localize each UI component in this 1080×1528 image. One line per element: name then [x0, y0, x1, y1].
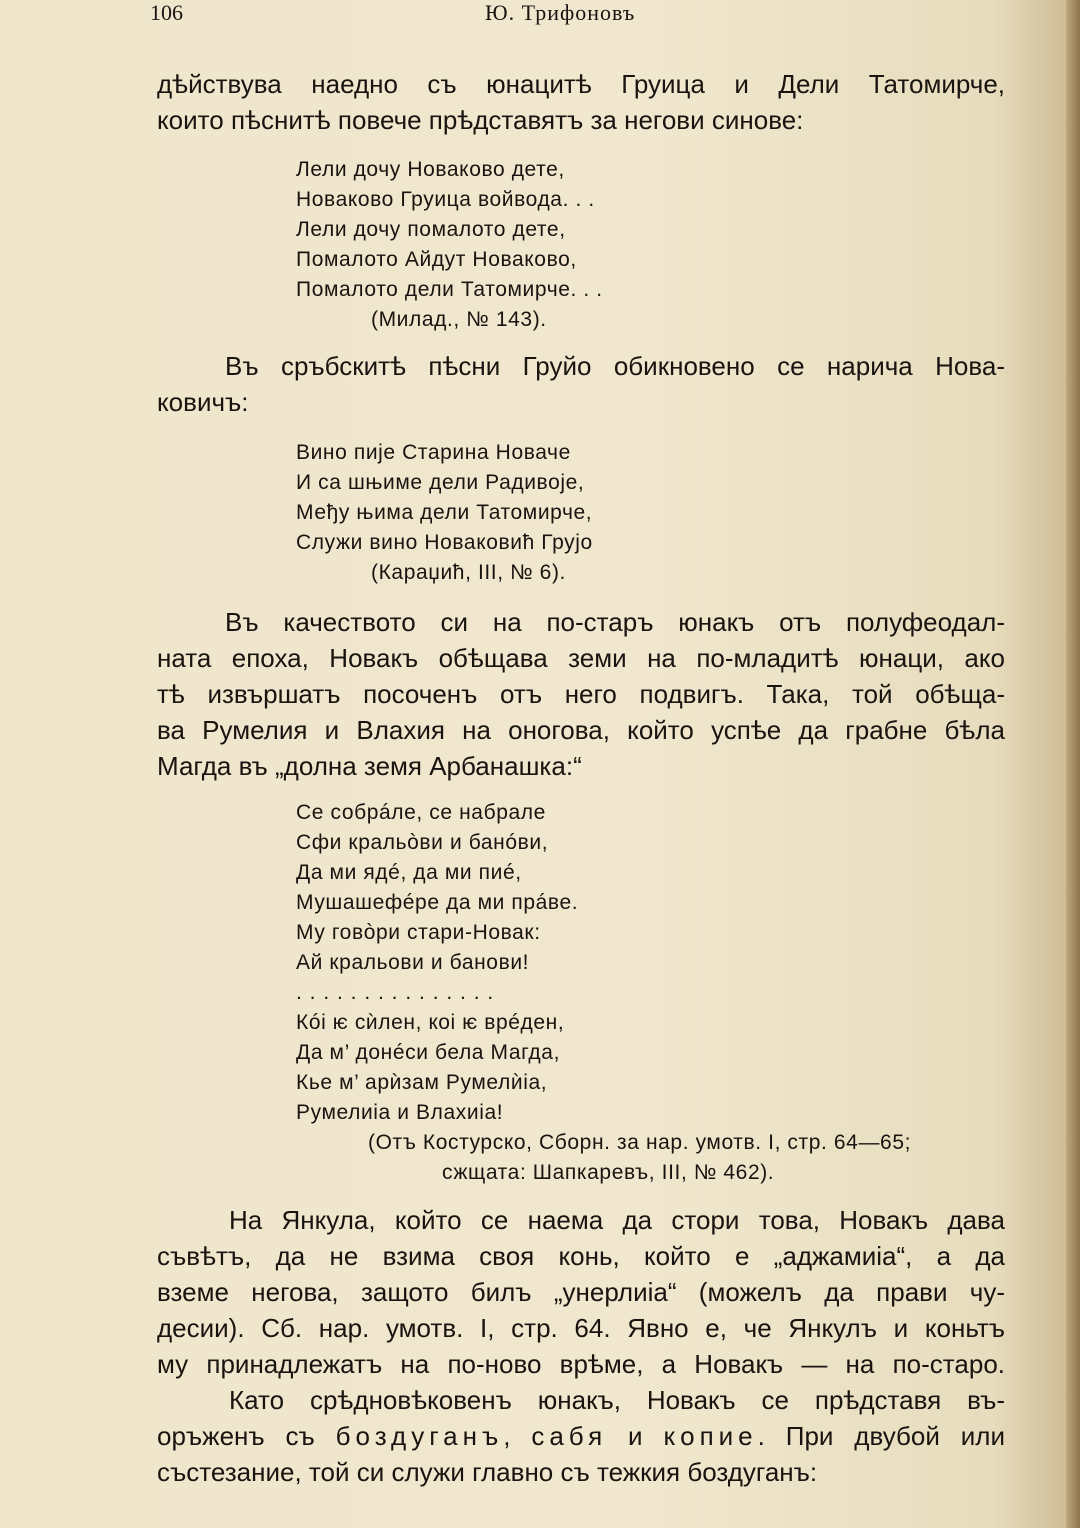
verse-source: (Караџић, III, № 6).: [371, 561, 566, 584]
verse-line: Новаково Груица войвода. . .: [296, 188, 595, 211]
verse-line: Сфи кральòви и банóви,: [296, 831, 549, 854]
verse-line: Вино пије Старина Новаче: [296, 441, 571, 464]
text-line: десии). Сб. нар. умотв. I, стр. 64. Явно е, че Янкулъ и коньтъ: [157, 1313, 1005, 1343]
paragraph-3: [157, 604, 1005, 784]
page-number: 106: [150, 0, 183, 25]
verse-line: Кóі ѥ сѝлен, кoі ѥ врéден,: [296, 1011, 565, 1034]
weapon-saber: сабя: [531, 1421, 608, 1451]
text-line: тѣ извършатъ посоченъ отъ него подвигъ. Така, той обѣща-: [157, 679, 1005, 709]
paragraph-4: [157, 1202, 1005, 1382]
verse-line: Служи вино Новаковић Грујо: [296, 531, 593, 554]
verse-line: Помалото дели Татомирче. . .: [296, 278, 603, 301]
weapon-boz: боздуганъ: [335, 1421, 504, 1451]
text-line: Магда въ „долна земя Арбанашка:“: [157, 751, 582, 781]
text-fragment: оръженъ съ: [157, 1421, 336, 1451]
paragraph-2: [157, 348, 1005, 420]
text-line: ковичъ:: [157, 387, 249, 417]
text-line: вземе негова, защото билъ „унерлиіа“ (можелъ да прави чу-: [157, 1277, 1005, 1307]
weapon-spear: копие: [663, 1421, 758, 1451]
text-line: състезание, той си служи главно съ тежкия боздуганъ:: [157, 1457, 818, 1487]
verse-source: сжщата: Шапкаревъ, III, № 462).: [442, 1161, 775, 1184]
paragraph-1: [157, 66, 1005, 138]
text-line: ва Румелия и Влахия на оногова, който успѣе да грабне бѣла: [157, 715, 1005, 745]
verse-ellipsis: . . . . . . . . . . . . . . .: [296, 981, 495, 1004]
verse-source: (Отъ Костурско, Сборн. за нар. умотв. I, стр. 64—65;: [368, 1131, 912, 1154]
running-title: Ю. Трифоновъ: [485, 0, 636, 25]
text-line: му принадлежатъ на по-ново врѣме, а Новакъ — на по-старо.: [157, 1349, 1005, 1379]
verse-line: Мушашефéре да ми прáве.: [296, 891, 579, 914]
verse-line: Да м’ донéси бела Магда,: [296, 1041, 561, 1064]
page-edge: [1066, 0, 1080, 1528]
separator: ,: [503, 1421, 532, 1451]
verse-line: Румелиіа и Влахиіа!: [296, 1101, 504, 1124]
verse-line: Лели дочу помалото дете,: [296, 218, 566, 241]
verse-line: Лели дочу Новаково дете,: [296, 158, 565, 181]
verse-line: Кье м’ арѝзам Румелѝіа,: [296, 1071, 548, 1094]
text-line: [157, 1418, 1005, 1454]
verse-line: И са шњиме дели Радивоје,: [296, 471, 585, 494]
text-line: Въ сръбскитѣ пѣсни Груйо обикновено се нарича Нова-: [225, 351, 1005, 381]
text-fragment: . При двубой или: [757, 1421, 1005, 1451]
paragraph-5: [157, 1382, 1005, 1490]
text-line: Въ качеството си на по-старъ юнакъ отъ полуфеодал-: [225, 607, 1005, 637]
verse-line: Ай кральови и банови!: [296, 951, 530, 974]
verse-line: Му говòри стари-Новак:: [296, 921, 541, 944]
text-line: дѣйствува наедно съ юнацитѣ Груица и Дели Татомирче,: [157, 69, 1005, 99]
text-line: На Янкула, който се наема да стори това, Новакъ дава: [229, 1205, 1005, 1235]
verse-2: [296, 438, 1016, 588]
text-line: които пѣснитѣ повече прѣдставятъ за негови синове:: [157, 105, 804, 135]
verse-1: [296, 155, 1016, 335]
text-line: съвѣтъ, да не взима своя конь, който е „аджамиіа“, а да: [157, 1241, 1005, 1271]
verse-line: Помалото Айдут Новаково,: [296, 248, 577, 271]
text-line: Като срѣдновѣковенъ юнакъ, Новакъ се прѣдставя въ-: [229, 1385, 1005, 1415]
text-line: ната епоха, Новакъ обѣщава земи на по-младитѣ юнаци, ако: [157, 643, 1005, 673]
verse-line: Међу њима дели Татомирче,: [296, 501, 593, 524]
verse-3: [296, 798, 1016, 1188]
conjunction: и: [607, 1421, 664, 1451]
page-header: [150, 0, 1010, 26]
verse-line: Се собрáле, се набрале: [296, 801, 546, 824]
verse-line: Да ми ядé, да ми пиé,: [296, 861, 522, 884]
verse-source: (Милад., № 143).: [371, 308, 547, 331]
